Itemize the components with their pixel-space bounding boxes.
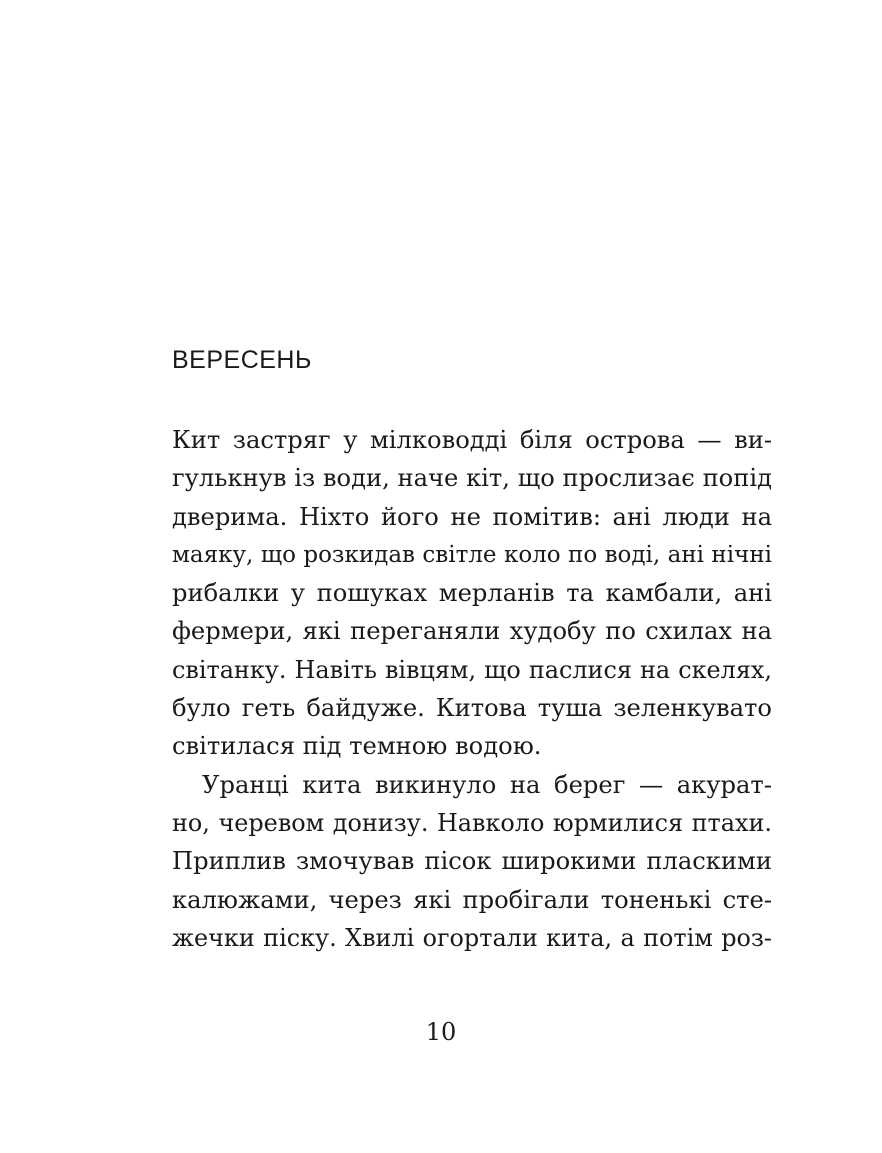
paragraph-2 bbox=[172, 766, 772, 957]
text-line: Кит застряг у мілководді біля острова — ви- bbox=[172, 426, 772, 454]
text-line: но, черевом донизу. Навколо юрмилися птахи. bbox=[172, 808, 772, 837]
text-line: маяку, що розкидав світле коло по воді, ані нічні bbox=[172, 541, 772, 568]
text-line: жечки піску. Хвилі огортали кита, а потім роз- bbox=[172, 923, 772, 952]
text-line: калюжами, через які пробігали тоненькі сте- bbox=[172, 885, 772, 914]
text-line: світилася під темною водою. bbox=[172, 732, 542, 761]
text-line: гулькнув із води, наче кіт, що прослизає попід bbox=[172, 464, 772, 493]
text-line: фермери, які переганяли худобу по схилах на bbox=[172, 617, 772, 646]
text-line: було геть байдуже. Китова туша зеленкувато bbox=[172, 694, 772, 723]
body-text bbox=[172, 421, 772, 957]
text-line: рибалки у пошуках мерланів та камбали, ані bbox=[172, 579, 772, 608]
text-line: Уранці кита викинуло на берег — акурат- bbox=[202, 770, 772, 799]
page-number: 10 bbox=[425, 1018, 457, 1046]
chapter-title: ВЕРЕСЕНЬ bbox=[172, 346, 312, 374]
text-line: Приплив змочував пісок широкими пласкими bbox=[172, 847, 772, 876]
text-line: світанку. Навіть вівцям, що паслися на скелях, bbox=[172, 655, 772, 684]
paragraph-1 bbox=[172, 421, 772, 766]
text-line: дверима. Ніхто його не помітив: ані люди на bbox=[172, 502, 772, 531]
